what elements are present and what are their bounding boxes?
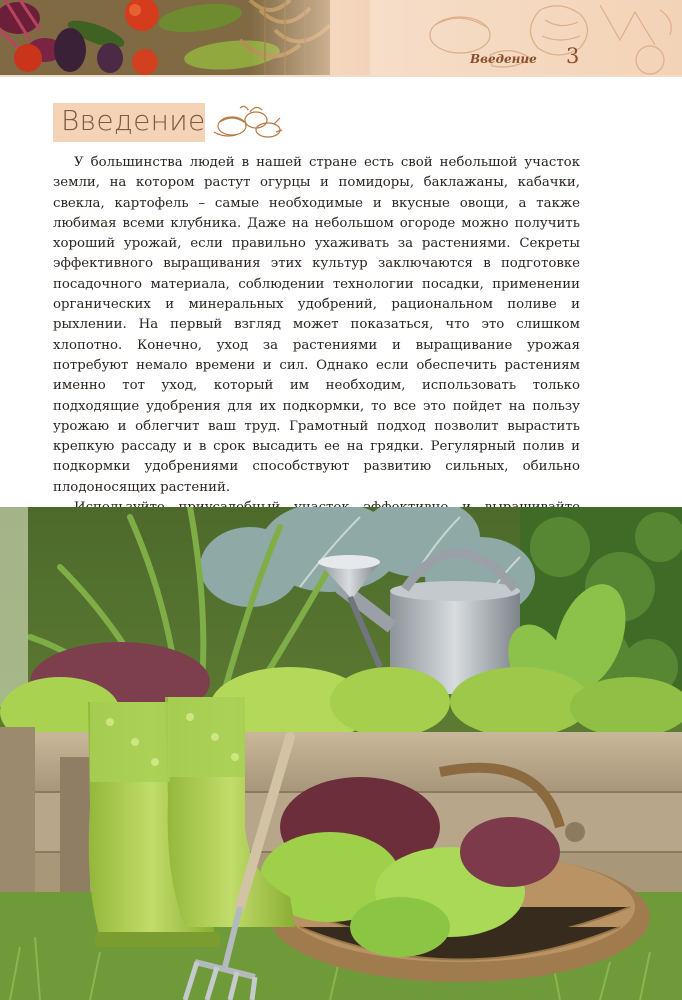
vegetable-sketch-decoration (420, 0, 682, 75)
garden-photo (0, 507, 682, 1000)
section-title: Введение (61, 104, 206, 137)
page-header (0, 0, 682, 75)
page-number: 3 (566, 44, 580, 68)
paragraph-1: У большинства людей в нашей стране есть свой небольшой участок земли, на котором растут огурцы и помидоры, баклажаны, кабачки, свекла, картофель – самые необходимые и вкусные овощи, а также любимая всеми клубника. Даже на небольшом огороде можно получить хороший урожай, если правильно ухаживать за растениями. Секреты эффективного выращивания этих культур заключаются в подготовке посадочного материала, соблюдении технологии посадки, применении органических и минеральных удобрений, рациональном поливе и рыхлении. На первый взгляд может показаться, что это слишком хлопотно. Конечно, уход за растениями и выращивание урожая потребуют немало времени и сил. Однако если обеспечить растениям именно тот уход, который им необходим, использовать только подходящие удобрения для их подкормки, то все это пойдет на пользу урожаю и облегчит ваш труд. Грамотный подход позволит вырастить крепкую рассаду и в срок высадить ее на грядки. Регулярный полив и подкормки удобрениями способствуют развитию сильных, обильно плодоносящих растений. (53, 155, 580, 495)
running-title: Введение (470, 52, 537, 66)
header-fade (250, 0, 370, 75)
vegetables-ornament-icon (210, 102, 284, 142)
header-divider (0, 75, 682, 77)
section-title-box (53, 103, 205, 142)
article-body (53, 153, 580, 559)
